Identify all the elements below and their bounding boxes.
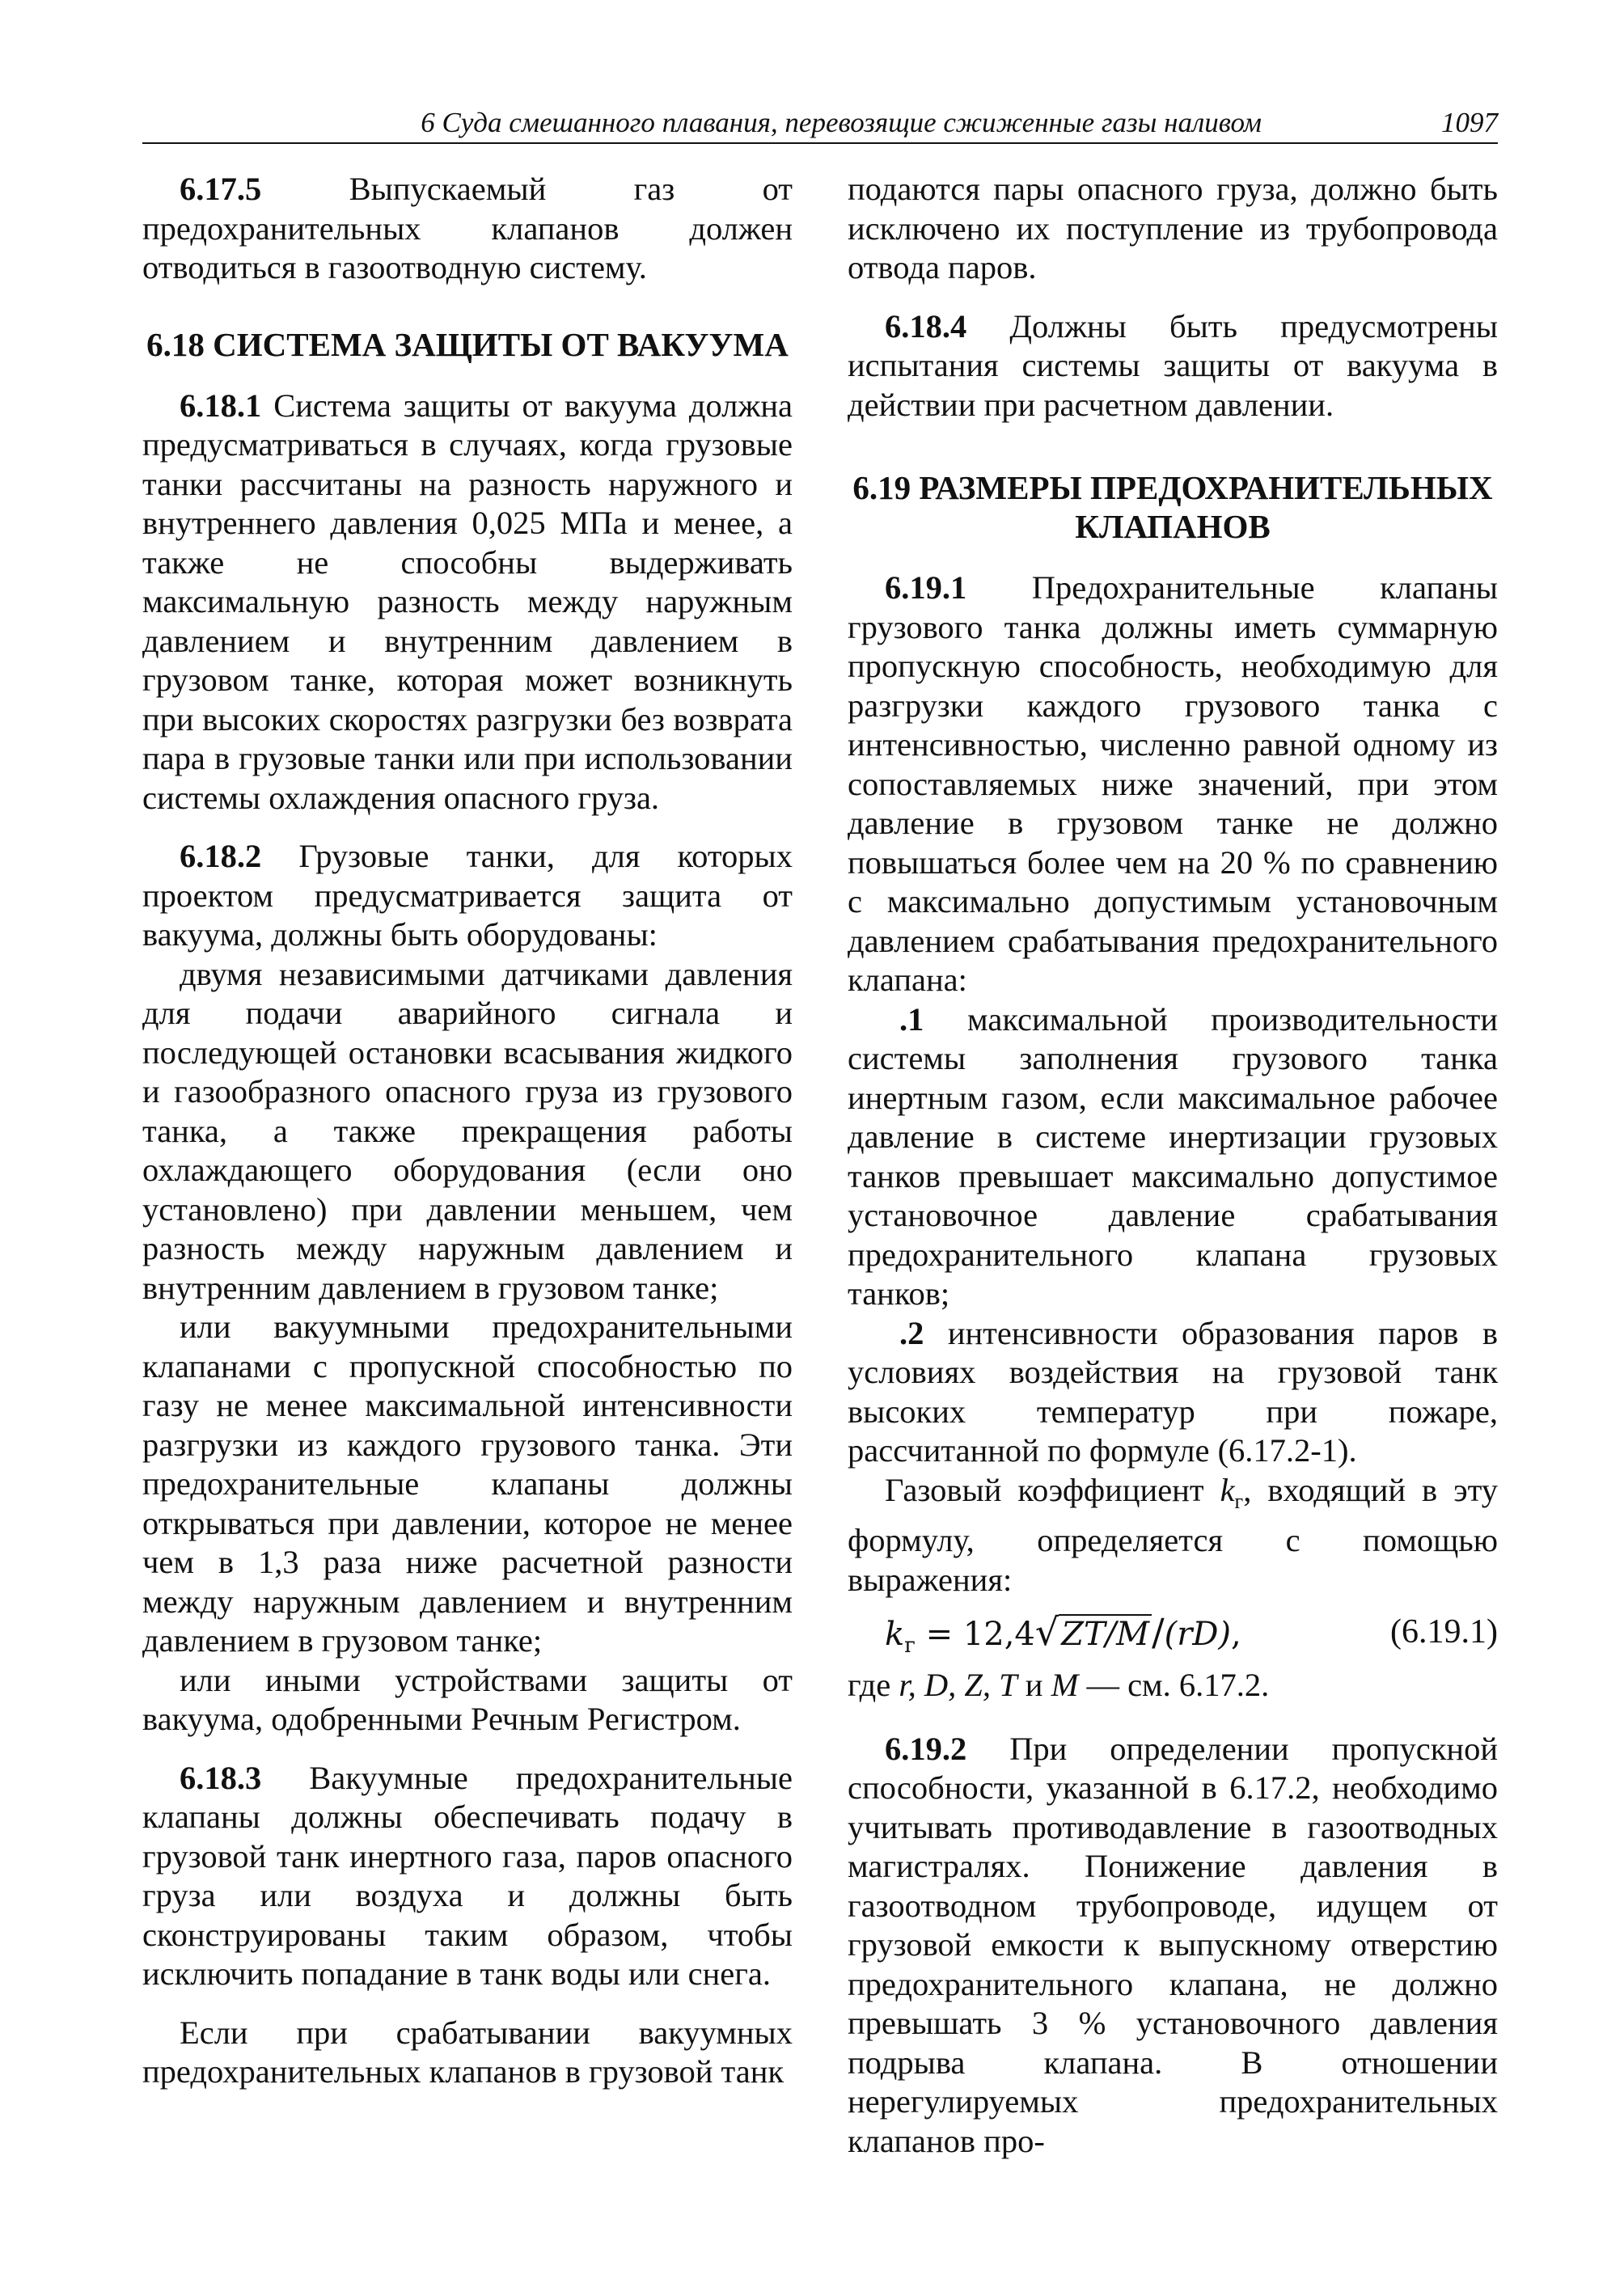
paragraph-6-18-3 [142, 1759, 793, 1994]
list-item-1 [848, 1000, 1498, 1314]
clause-text: При определении пропускной способности, указанной в 6.17.2, необходимо учитывать противодавление в газоотводных магистралях. Понижение давления в газоотводном трубопроводе, идущем от грузовой емкости к выпускному отверстию предохранительного клапана, не должно превышать 3 % установочного давления подрыва клапана. В отношении нерегулируемых предохранительных клапанов про- [848, 1730, 1498, 2159]
sqrt-sign: √ [1034, 1610, 1059, 1655]
clause-number: 6.18.3 [180, 1759, 262, 1796]
list-item-text: максимальной производительности системы заполнения грузового танка инертным газом, если максимальное рабочее давление в системе инертизации грузовых танков превышает максимально допустимое установочное давление срабатывания предохранительного клапана грузовых танков; [848, 1000, 1498, 1312]
formula-expression: $k_г = 12,4√ZT/M/(rD)$, [885, 1610, 1241, 1659]
paragraph-6-18-2 [142, 837, 793, 955]
clause-number: 6.18.1 [180, 387, 262, 424]
clause-number: 6.19.2 [885, 1730, 967, 1767]
formula-where-clause: где r, D, Z, T и M — см. 6.17.2. [848, 1667, 1270, 1704]
paragraph-6-17-5 [142, 170, 793, 288]
paragraph-6-18-2-option-2: или вакуумными предохранительными клапанами с пропускной способностью по газу не менее максимальной интенсивности разгрузки из каждого грузового танка. Эти предохранительные клапаны должны открываться при давлении, которое не менее чем в 1,3 раза ниже расчетной разности между наружным давлением и внутренним давлением в грузовом танке; [142, 1308, 793, 1659]
paragraph-6-18-4 [848, 307, 1498, 425]
clause-text: Предохранительные клапаны грузового танка должны иметь суммарную пропускную способность, необходимую для разгрузки каждого грузового танка с интенсивностью, численно равной одному из сопоставляемых ниже значений, при этом давление в грузовом танке не должно повышаться более чем на 20 % по сравнению с максимально допустимым установочным давлением срабатывания предохранительного клапана: [848, 569, 1498, 998]
paragraph-6-19-2 [848, 1730, 1498, 2162]
list-item-2 [848, 1314, 1498, 1471]
page-number: 1097 [1441, 107, 1498, 138]
paragraph-6-19-1 [848, 569, 1498, 1000]
section-heading-line-1: 6.19 РАЗМЕРЫ ПРЕДОХРАНИТЕЛЬНЫХ [852, 469, 1493, 506]
paragraph-6-18-2-option-3: или иными устройствами защиты от вакуума, одобренными Речным Регистром. [142, 1661, 793, 1737]
paragraph-gas-coefficient: Газовый коэффициент $k_г$, входящий в эту формулу, определяется с помощью выражения: [848, 1471, 1498, 1598]
clause-number: 6.17.5 [180, 171, 262, 207]
clause-text: Вакуумные предохранительные клапаны должны обеспечивать подачу в грузовой танк инертного газа, паров опасного груза или воздуха и должны быть сконструированы таким образом, чтобы исключить попадание в танк воды или снега. [142, 1759, 793, 1992]
list-item-number: .1 [899, 1000, 924, 1038]
formula-6-19-1 [848, 1608, 1498, 1666]
clause-text: Должны быть предусмотрены испытания системы защиты от вакуума в действии при расчетном давлении. [848, 307, 1498, 423]
clause-text: Выпускаемый газ от предохранительных клапанов должен отводиться в газоотводную систему. [142, 171, 793, 285]
clause-text: Система защиты от вакуума должна предусматриваться в случаях, когда грузовые танки рассчитаны на разность наружного и внутреннего давления 0,025 МПа и менее, а также не способны выдерживать максимальную разность между наружным давлением и внутренним давлением в грузовом танке, которая может возникнуть при высоких скоростях разгрузки без возврата пара в грузовые танки или при использовании системы охлаждения опасного груза. [142, 387, 793, 816]
clause-number: 6.19.1 [885, 569, 967, 606]
left-column [142, 170, 793, 2092]
section-heading-line-2: КЛАПАНОВ [1075, 508, 1271, 545]
paragraph-6-18-2-option-1: двумя независимыми датчиками давления для подачи аварийного сигнала и последующей остановки всасывания жидкого и газообразного опасного груза из грузового танка, а также прекращения работы охлаждающего оборудования (если оно установлено) при давлении меньшем, чем разность между наружным давлением и внутренним давлением в грузовом танке; [142, 955, 793, 1306]
section-heading-6-18: 6.18 СИСТЕМА ЗАЩИТЫ ОТ ВАКУУМА [146, 325, 789, 363]
formula-number: (6.19.1) [1390, 1613, 1498, 1651]
paragraph-6-18-1 [142, 387, 793, 818]
running-header [142, 105, 1498, 144]
paragraph-6-18-3-continued: Если при срабатывании вакуумных предохранительных клапанов в грузовой танк [142, 2014, 793, 2090]
paragraph-6-18-3-continuation: подаются пары опасного груза, должно быть исключено их поступление из трубопровода отвода паров. [848, 171, 1498, 285]
clause-text: Грузовые танки, для которых проектом предусматривается защита от вакуума, должны быть оборудованы: [142, 838, 793, 953]
clause-number: 6.18.2 [180, 838, 262, 874]
clause-number: 6.18.4 [885, 307, 967, 344]
formula-radicand: ZT/M [1059, 1614, 1152, 1653]
symbol-k: k [1220, 1471, 1235, 1508]
right-column [848, 170, 1498, 2161]
list-item-number: .2 [899, 1314, 924, 1351]
list-item-text: интенсивности образования паров в условиях воздействия на грузовой танк высоких температур при пожаре, рассчитанной по формуле (6.17.2-1). [848, 1314, 1498, 1469]
section-heading-6-19 [848, 468, 1498, 546]
running-header-title: 6 Суда смешанного плавания, перевозящие сжиженные газы наливом [421, 107, 1262, 138]
symbol-k-subscript: г [1234, 1489, 1244, 1513]
